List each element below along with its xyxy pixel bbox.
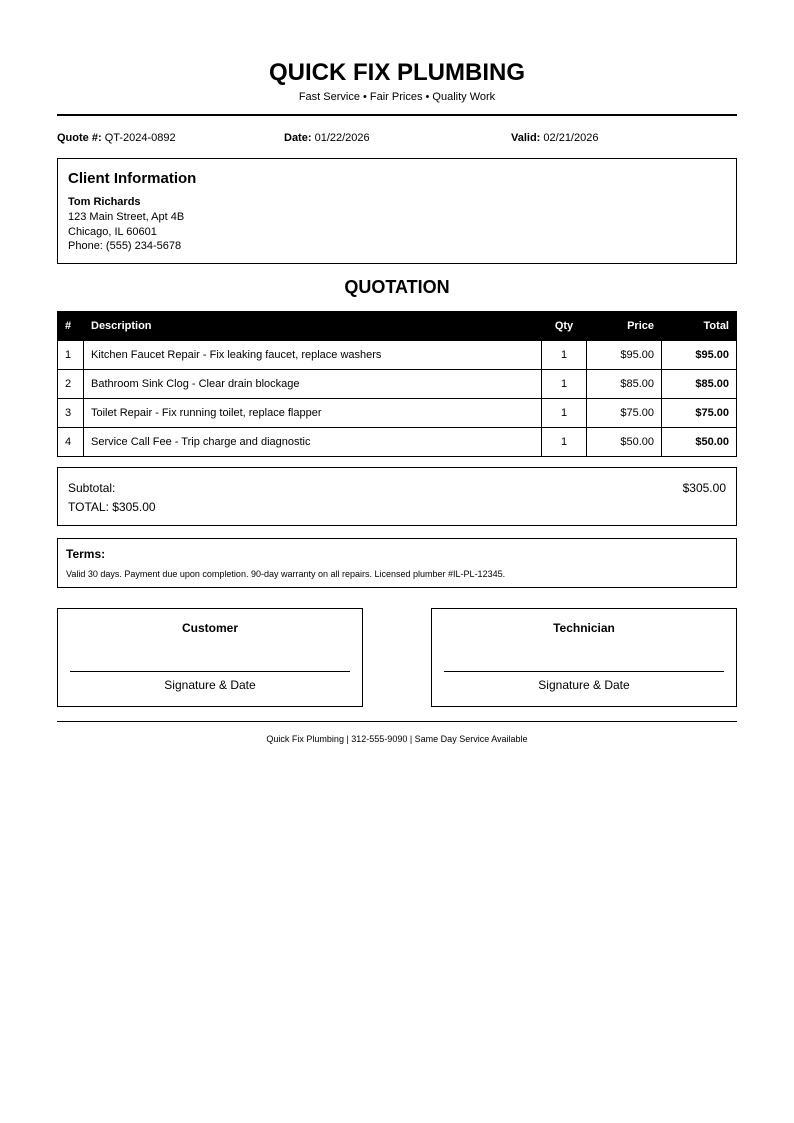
table-row [58,341,737,370]
row-description: Kitchen Faucet Repair - Fix leaking faucet, replace washers [84,341,542,370]
document-title: QUOTATION [344,277,450,297]
column-header-total: Total [662,312,737,341]
table-header-row [58,312,737,341]
quote-date-value: 01/22/2026 [314,132,370,144]
row-price: $85.00 [587,370,662,399]
row-number: 2 [58,370,84,399]
grand-total: TOTAL: $305.00 [68,500,156,514]
quote-number-label: Quote #: [57,132,102,144]
row-qty: 1 [542,399,587,428]
company-tagline: Fast Service • Fair Prices • Quality Work [298,91,496,103]
line-items-table [57,311,737,457]
customer-signature-caption: Signature & Date [164,678,256,692]
quote-valid-label: Valid: [511,132,541,144]
client-phone: Phone: (555) 234-5678 [68,240,182,252]
company-name: QUICK FIX PLUMBING [269,59,525,86]
technician-signature-line [444,671,724,672]
quote-date-label: Date: [284,132,312,144]
quote-date [284,131,370,145]
technician-signature-box [431,608,737,707]
quote-valid-until [511,131,598,145]
technician-signature-title: Technician [553,621,615,635]
column-header-qty: Qty [542,312,587,341]
terms-title: Terms: [66,547,106,561]
row-qty: 1 [542,341,587,370]
row-price: $75.00 [587,399,662,428]
column-header-number: # [58,312,84,341]
terms-text: Valid 30 days. Payment due upon completion. 90-day warranty on all repairs. Licensed plumber #IL-PL-12345. [66,569,506,579]
row-price: $50.00 [587,428,662,457]
totals-box [57,467,737,526]
footer-text: Quick Fix Plumbing | 312-555-9090 | Same Day Service Available [266,734,528,744]
row-qty: 1 [542,370,587,399]
client-address-line2: Chicago, IL 60601 [68,226,157,238]
row-description: Bathroom Sink Clog - Clear drain blockage [84,370,542,399]
customer-signature-box [57,608,363,707]
column-header-price: Price [587,312,662,341]
technician-signature-caption: Signature & Date [538,678,630,692]
table-row [58,399,737,428]
quote-valid-value: 02/21/2026 [543,132,599,144]
customer-signature-line [70,671,350,672]
row-total: $95.00 [662,341,737,370]
subtotal-value: $305.00 [682,481,726,495]
row-qty: 1 [542,428,587,457]
row-price: $95.00 [587,341,662,370]
row-number: 1 [58,341,84,370]
quote-number [57,131,176,145]
subtotal-label: Subtotal: [68,481,116,495]
row-number: 4 [58,428,84,457]
row-description: Toilet Repair - Fix running toilet, replace flapper [84,399,542,428]
table-row [58,428,737,457]
header-divider [57,114,737,116]
terms-box [57,538,737,588]
row-total: $75.00 [662,399,737,428]
client-name: Tom Richards [68,196,141,208]
row-description: Service Call Fee - Trip charge and diagnostic [84,428,542,457]
client-address-line1: 123 Main Street, Apt 4B [68,211,185,223]
row-total: $50.00 [662,428,737,457]
column-header-description: Description [84,312,542,341]
row-total: $85.00 [662,370,737,399]
client-information-title: Client Information [68,170,197,187]
quote-number-value: QT-2024-0892 [104,132,176,144]
customer-signature-title: Customer [181,621,238,635]
table-row [58,370,737,399]
row-number: 3 [58,399,84,428]
client-information-box [57,158,737,264]
footer-divider [57,721,737,722]
